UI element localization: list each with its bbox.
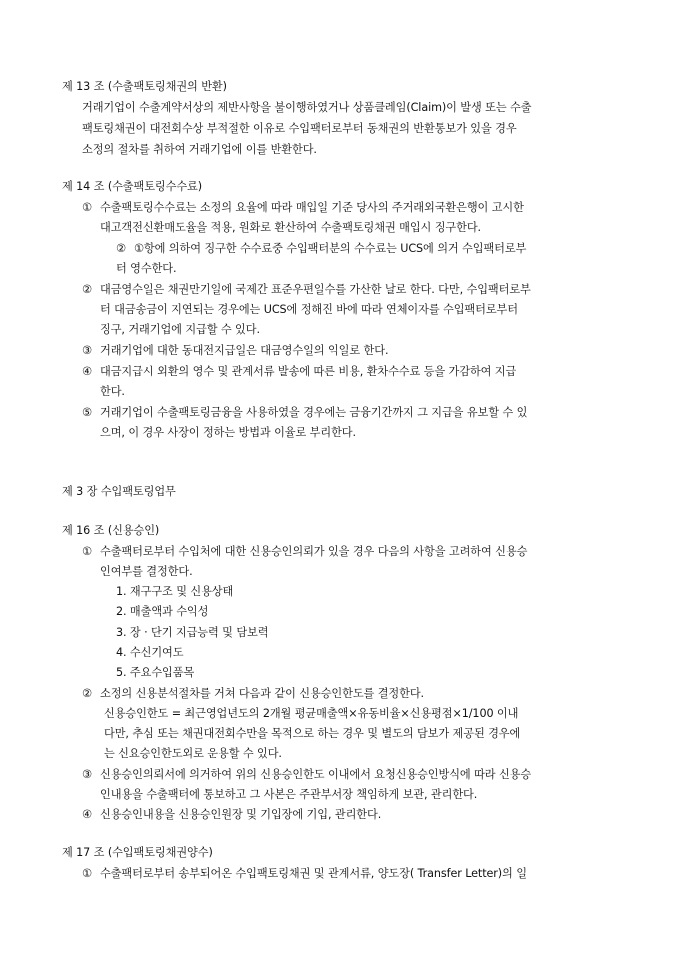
- article-16-list-item-2: 2. 매출액과 수익성: [116, 605, 209, 618]
- article-16-item-4-line-1: 신용승인내용을 신용승인원장 및 기입장에 기입, 관리한다.: [100, 808, 382, 821]
- article-14-item-4-line-1: 거래기업에 대한 동대전지급일은 대금영수일의 익일로 한다.: [100, 344, 389, 357]
- chapter-3-heading: 제 3 장 수입팩토링업무: [62, 485, 176, 498]
- article-16-list-item-3: 3. 장 · 단기 지급능력 및 담보력: [116, 626, 269, 639]
- article-13-heading: 제 13 조 (수출팩토링채권의 반환): [62, 80, 227, 93]
- article-14-item-3-line-2: 터 대금송금이 지연되는 경우에는 UCS에 정해진 바에 따라 연체이자를 수입팩터로부터: [100, 303, 518, 316]
- article-16-item-4-num: ④: [82, 808, 92, 821]
- article-16-item-3-line-1: 신용승인의뢰서에 의거하여 위의 신용승인한도 이내에서 요청신용승인방식에 따라 신용승: [100, 768, 532, 781]
- article-17-item-1-line-1: 수출팩터로부터 송부되어온 수입팩토링채권 및 관계서류, 양도장( Transfer Letter)의 일: [100, 867, 527, 880]
- article-14-item-6-num: ⑤: [82, 406, 92, 419]
- article-16-heading: 제 16 조 (신용승인): [62, 524, 160, 537]
- article-14-heading: 제 14 조 (수출팩토링수수료): [62, 180, 203, 193]
- article-16-list-item-4: 4. 수신기여도: [116, 646, 184, 659]
- article-13-line-1: 거래기업이 수출계약서상의 제반사항을 불이행하였거나 상품클레임(Claim)이 발생 또는 수출: [82, 101, 532, 114]
- article-14-item-6-line-2: 으며, 이 경우 사장이 정하는 방법과 이율로 부리한다.: [100, 426, 356, 439]
- article-14-item-6-line-1: 거래기업이 수출팩토링금융을 사용하였을 경우에는 금융기간까지 그 지급을 유보할 수 있: [100, 406, 528, 419]
- article-16-item-3-num: ③: [82, 768, 92, 781]
- article-13-line-2: 팩토링채권이 대전회수상 부적절한 이유로 수입팩터로부터 동채권의 반환통보가 있을 경우: [82, 122, 517, 135]
- article-17-heading: 제 17 조 (수입팩토링채권양수): [62, 846, 213, 859]
- article-14-item-3-line-3: 징구, 거래기업에 지급할 수 있다.: [100, 323, 260, 336]
- article-16-item-3-line-2: 인내용을 수출팩터에 통보하고 그 사본은 주관부서장 책임하게 보관, 관리한다.: [100, 788, 478, 801]
- article-14-item-5-num: ④: [82, 365, 92, 378]
- article-16-item-1-line-1: 수출팩터로부터 수입처에 대한 신용승인의뢰가 있을 경우 다음의 사항을 고려하여 신용승: [100, 545, 528, 558]
- article-14-item-2-line-2: 터 영수한다.: [116, 262, 177, 275]
- article-16-list-item-1: 1. 재구구조 및 신용상태: [116, 585, 234, 598]
- article-14-item-1-num: ①: [82, 201, 92, 214]
- article-16-list-item-5: 5. 주요수입품목: [116, 666, 195, 679]
- article-14-item-2-num: ②: [116, 242, 126, 255]
- article-14-item-2-line-1: ①항에 의하여 징구한 수수료중 수입팩터분의 수수료는 UCS에 의거 수입팩터로부: [134, 242, 527, 255]
- article-14-item-4-num: ③: [82, 344, 92, 357]
- article-14-item-1-line-1: 수출팩토링수수료는 소정의 요율에 따라 매입일 기준 당사의 주거래외국환은행이 고시한: [100, 201, 524, 214]
- article-16-item-2-line-1: 소정의 신용분석절차를 거쳐 다음과 같이 신용승인한도를 결정한다.: [100, 687, 424, 700]
- article-13-line-3: 소정의 절차를 취하여 거래기업에 이를 반환한다.: [82, 143, 317, 156]
- article-14-item-3-num: ②: [82, 283, 92, 296]
- article-14-item-1-line-2: 대고객전신환매도율을 적용, 원화로 환산하여 수출팩토링채권 매입시 징구한다.: [100, 221, 481, 234]
- article-16-item-2-line-4: 는 신요승인한도외로 운용할 수 있다.: [104, 747, 282, 760]
- article-14-item-5-line-2: 한다.: [100, 385, 125, 398]
- article-16-item-2-line-3: 다만, 추심 또는 채권대전회수만을 목적으로 하는 경우 및 별도의 담보가 제공된 경우에: [104, 727, 521, 740]
- article-16-item-1-line-2: 인여부를 결정한다.: [100, 565, 193, 578]
- article-16-item-2-num: ②: [82, 687, 92, 700]
- article-17-item-1-num: ①: [82, 867, 92, 880]
- article-14-item-3-line-1: 대금영수일은 채권만기일에 국제간 표준우편일수를 가산한 날로 한다. 다만, 수입팩터로부: [100, 283, 531, 296]
- article-16-item-1-num: ①: [82, 545, 92, 558]
- article-14-item-5-line-1: 대금지급시 외환의 영수 및 관계서류 발송에 따른 비용, 환차수수료 등을 가감하여 지급: [100, 365, 517, 378]
- article-16-item-2-formula: 신용승인한도 = 최근영업년도의 2개월 평균매출액×유동비율×신용평점×1/100 이내: [104, 707, 519, 720]
